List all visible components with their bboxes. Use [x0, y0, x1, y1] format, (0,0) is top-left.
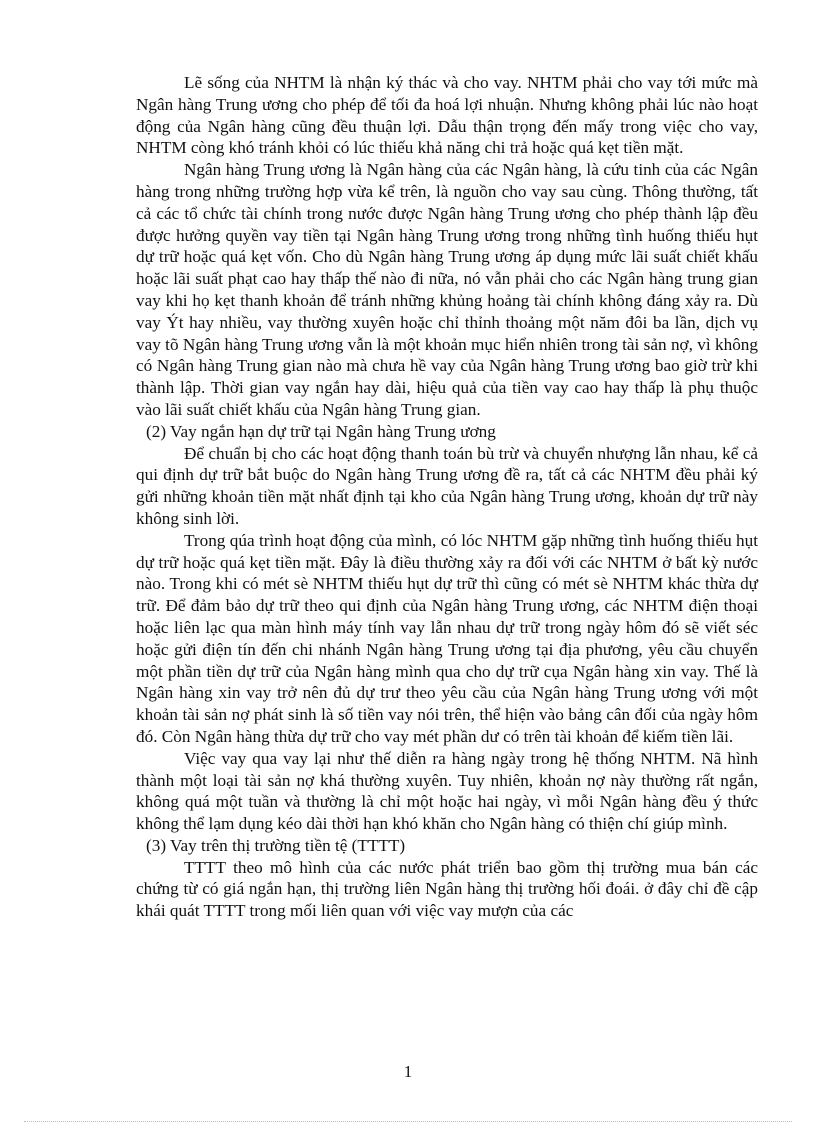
page-number: 1 [403, 1062, 413, 1081]
paragraph-5: Việc vay qua vay lại như thế diễn ra hàng ngày trong hệ thống NHTM. Nã hình thành một loại tài sản nợ khá thường xuyên. Tuy nhiên, khoản nợ này thường rất ngắn, không quá một tuần và thường là chỉ một hoặc hai ngày, vì mỗi Ngân hàng đều ý thức không thể lạm dụng kéo dài thời hạn khó khăn cho Ngân hàng có thiện chí giúp mình. [136, 748, 758, 834]
body-text [136, 72, 758, 922]
paragraph-3: Để chuẩn bị cho các hoạt động thanh toán bù trừ và chuyển nhượng lẫn nhau, kể cả qui định dự trữ bắt buộc do Ngân hàng Trung ương đề ra, tất cả các NHTM đều phải ký gửi những khoản tiền mặt nhất định tại kho của Ngân hàng Trung ương, khoản dự trữ này không sinh lời. [136, 443, 758, 528]
paragraph-1: Lẽ sống của NHTM là nhận ký thác và cho vay. NHTM phải cho vay tới mức mà Ngân hàng Trung ương cho phép để tối đa hoá lợi nhuận. Nhưng không phải lúc nào hoạt động của Ngân hàng cũng đều thuận lợi. Dẫu thận trọng đến mấy trong việc cho vay, NHTM còng khó tránh khỏi có lúc thiếu khả năng chi trả hoặc quá kẹt tiền mặt. [136, 73, 758, 158]
paragraph-2: Ngân hàng Trung ương là Ngân hàng của các Ngân hàng, là cứu tinh của các Ngân hàng trong những trường hợp vừa kể trên, là nguồn cho vay sau cùng. Thông thường, tất cả các tổ chức tài chính trong nước được Ngân hàng Trung ương cho phép thành lập đều được hưởng quyền vay tiền tại Ngân hàng Trung ương trong những tình huống thiếu hụt dự trữ hoặc quá kẹt vốn. Cho dù Ngân hàng Trung ương áp dụng mức lãi suất chiết khấu hoặc lãi suất phạt cao hay thấp thế nào đi nữa, nó vẫn phải cho các Ngân hàng trung gian vay khi họ kẹt thanh khoản để tránh những khủng hoảng tài chính không đáng xảy ra. Dù vay Ýt hay nhiều, vay thường xuyên hoặc chỉ thỉnh thoảng một năm đôi ba lần, dịch vụ vay tõ Ngân hàng Trung ương vẫn là một khoản mục hiển nhiên trong tài sản nợ, vì không có Ngân hàng Trung gian nào mà chưa hề vay của Ngân hàng Trung ương bao giờ trừ khi thành lập. Thời gian vay ngắn hay dài, hiệu quả của tiền vay cao hay thấp là phụ thuộc vào lãi suất chiết khấu của Ngân hàng Trung gian. [136, 160, 758, 419]
paragraph-4: Trong qúa trình hoạt động của mình, có lóc NHTM gặp những tình huống thiếu hụt dự trữ hoặc quá kẹt tiền mặt. Đây là điều thường xảy ra đối với các NHTM ở bất kỳ nước nào. Trong khi có mét sè NHTM thiếu hụt dự trữ thì cũng có mét sè NHTM khác thừa dự trữ. Để đảm bảo dự trữ theo qui định của Ngân hàng Trung ương, các NHTM điện thoại hoặc liên lạc qua màn hình máy tính vay lẫn nhau dự trữ trong ngày hôm đó sẽ viết séc hoặc gửi điện tín đến chi nhánh Ngân hàng Trung ương tại địa phương, yêu cầu chuyển một phần tiền dự trữ của Ngân hàng mình qua cho dự trữ cụa Ngân hàng xin vay. Thế là Ngân hàng xin vay trở nên đủ dự trư theo yêu cầu của Ngân hàng Trung ương với một khoản tài sản nợ phát sinh là số tiền vay nói trên, thể hiện vào bảng cân đối của ngày hôm đó. Còn Ngân hàng thừa dự trữ cho vay mét phần dư có trên tài khoản để kiếm tiền lãi. [136, 530, 758, 746]
section-heading-2: (2) Vay ngắn hạn dự trữ tại Ngân hàng Trung ương [146, 421, 496, 441]
paragraph-6: TTTT theo mô hình của các nước phát triển bao gồm thị trường mua bán các chứng từ có giá ngắn hạn, thị trường liên Ngân hàng thị trường hối đoái. ở đây chỉ đề cập khái quát TTTT trong mối liên quan với việc vay mượn của các [136, 857, 758, 921]
page-bottom-rule [24, 1121, 792, 1122]
section-heading-3: (3) Vay trên thị trường tiền tệ (TTTT) [146, 835, 406, 855]
